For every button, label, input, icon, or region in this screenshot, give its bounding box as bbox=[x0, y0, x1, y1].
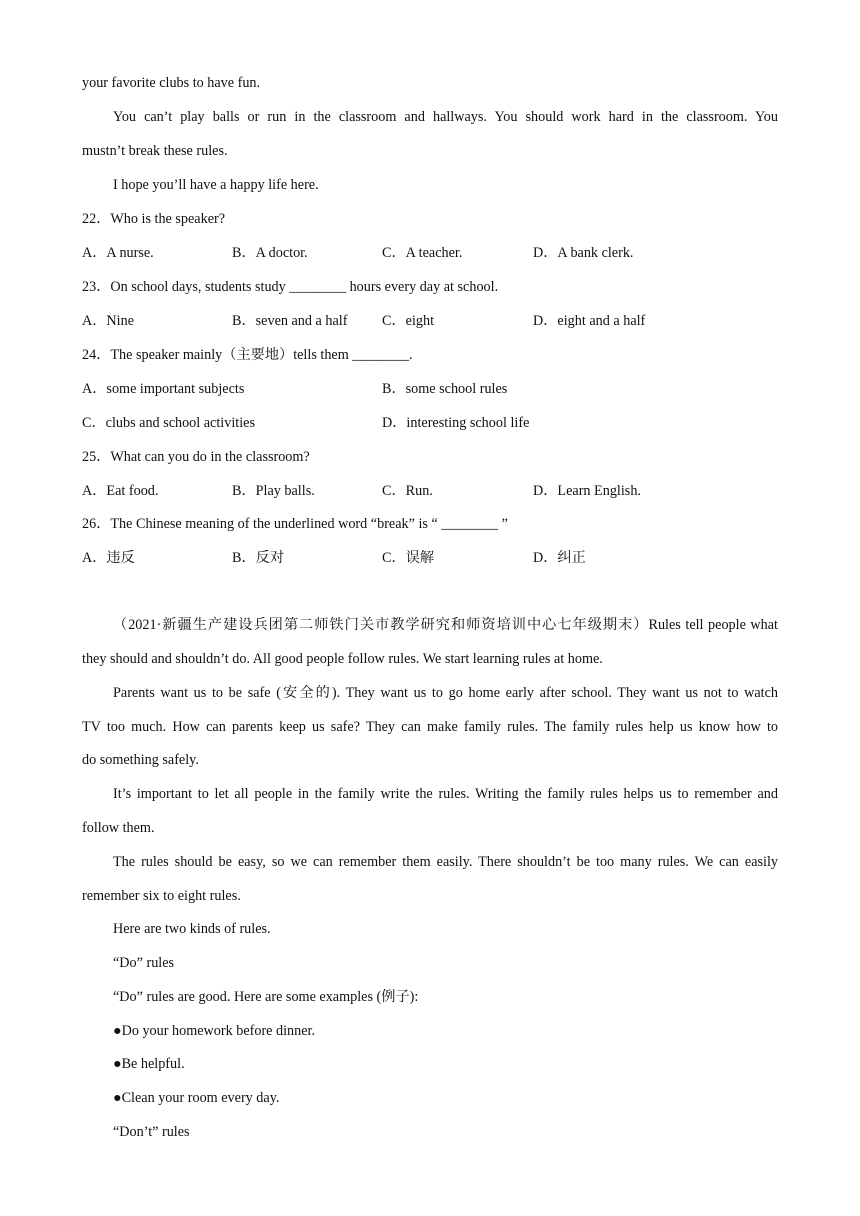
question-stem: 24．The speaker mainly（主要地）tells them ________. bbox=[82, 347, 413, 363]
option-d[interactable]: D．Learn English. bbox=[533, 483, 641, 499]
option-c[interactable]: C．误解 bbox=[382, 550, 435, 566]
option-c[interactable]: C．Run. bbox=[382, 483, 433, 499]
passage-text: TV too much. How can parents keep us safe? They can make family rules. The family rules help us know how to bbox=[82, 719, 778, 735]
option-b[interactable]: B．Play balls. bbox=[232, 483, 315, 499]
question-stem: 22．Who is the speaker? bbox=[82, 211, 226, 227]
option-d[interactable]: D．eight and a half bbox=[533, 313, 646, 329]
passage-text: do something safely. bbox=[82, 752, 199, 768]
passage-text: “Do” rules are good. Here are some examples (例子): bbox=[113, 989, 419, 1005]
option-d[interactable]: D．interesting school life bbox=[382, 415, 530, 431]
passage-text: follow them. bbox=[82, 820, 155, 836]
question-stem: 26．The Chinese meaning of the underlined word “break” is “ ________ ” bbox=[82, 516, 508, 532]
passage-text: I hope you’ll have a happy life here. bbox=[113, 177, 319, 193]
option-d[interactable]: D．纠正 bbox=[533, 550, 586, 566]
question-stem: 23．On school days, students study ________ hours every day at school. bbox=[82, 279, 499, 295]
option-a[interactable]: A．Eat food. bbox=[82, 483, 159, 499]
passage-source-line: （2021·新疆生产建设兵团第二师铁门关市教学研究和师资培训中心七年级期末）Rules tell people what bbox=[113, 617, 778, 633]
option-a[interactable]: A．some important subjects bbox=[82, 381, 245, 397]
option-b[interactable]: B．A doctor. bbox=[232, 245, 308, 261]
passage-text: Here are two kinds of rules. bbox=[113, 921, 271, 937]
option-c[interactable]: C．A teacher. bbox=[382, 245, 463, 261]
list-item: ●Do your homework before dinner. bbox=[113, 1023, 316, 1039]
option-b[interactable]: B．seven and a half bbox=[232, 313, 348, 329]
option-b[interactable]: B．some school rules bbox=[382, 381, 508, 397]
passage-text: Parents want us to be safe (安全的). They want us to go home early after school. They want us not to watch bbox=[113, 685, 778, 701]
option-d[interactable]: D．A bank clerk. bbox=[533, 245, 634, 261]
question-stem: 25．What can you do in the classroom? bbox=[82, 449, 310, 465]
rules-heading-dont: “Don’t” rules bbox=[113, 1124, 190, 1140]
passage-text: The rules should be easy, so we can remember them easily. There shouldn’t be too many rules. We can easily bbox=[113, 854, 778, 870]
option-b[interactable]: B．反对 bbox=[232, 550, 285, 566]
option-c[interactable]: C．eight bbox=[382, 313, 435, 329]
option-a[interactable]: A．Nine bbox=[82, 313, 135, 329]
option-a[interactable]: A．违反 bbox=[82, 550, 135, 566]
option-a[interactable]: A．A nurse. bbox=[82, 245, 154, 261]
passage-text: they should and shouldn’t do. All good people follow rules. We start learning rules at home. bbox=[82, 651, 603, 667]
list-item: ●Be helpful. bbox=[113, 1056, 185, 1072]
passage-text: mustn’t break these rules. bbox=[82, 143, 228, 159]
passage-text: remember six to eight rules. bbox=[82, 888, 241, 904]
rules-heading-do: “Do” rules bbox=[113, 955, 175, 971]
option-c[interactable]: C．clubs and school activities bbox=[82, 415, 255, 431]
passage-text: You can’t play balls or run in the classroom and hallways. You should work hard in the classroom. You bbox=[113, 109, 778, 125]
passage-text: your favorite clubs to have fun. bbox=[82, 75, 261, 91]
passage-text: It’s important to let all people in the family write the rules. Writing the family rules helps us to remember and bbox=[113, 786, 778, 802]
list-item: ●Clean your room every day. bbox=[113, 1090, 280, 1106]
